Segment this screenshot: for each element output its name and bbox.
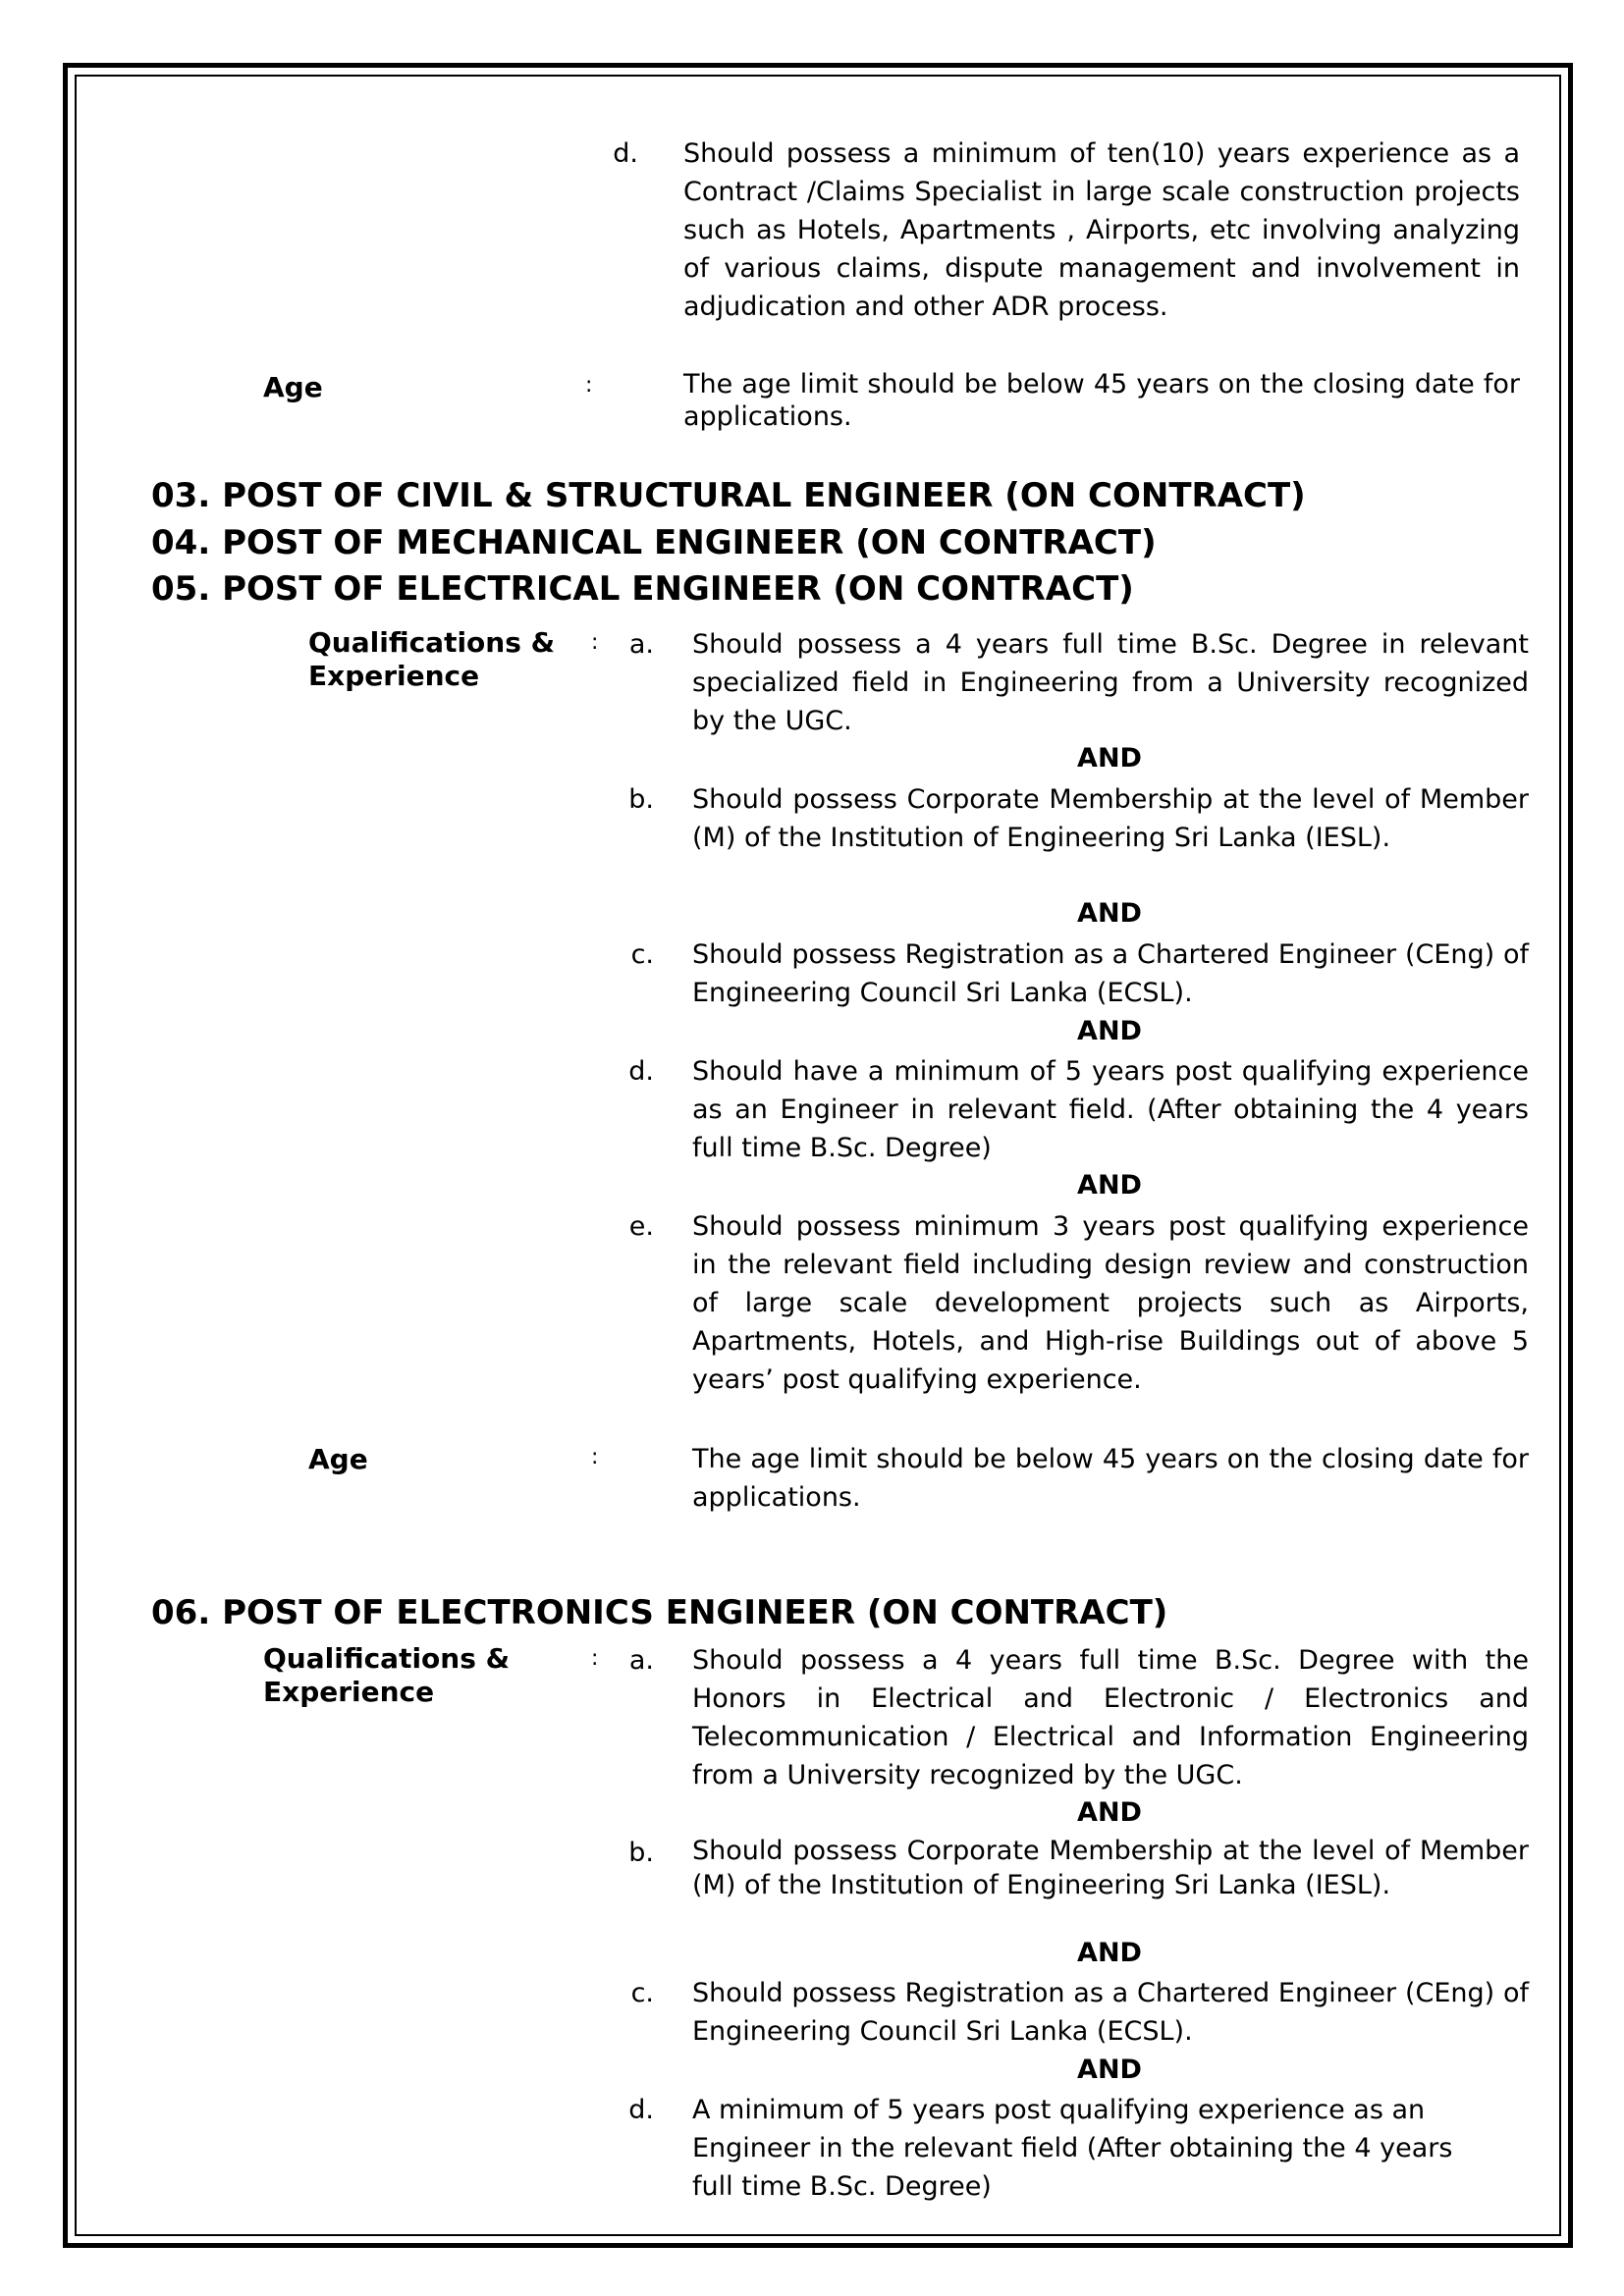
qualifications-label: Qualifications & Experience <box>308 626 556 692</box>
item-text: Should possess a 4 years full time B.Sc. Degree in relevant specialized field in Engineering from a University recognized by the UGC. <box>692 629 1529 736</box>
and-separator: AND <box>1077 1016 1142 1046</box>
item-letter: c. <box>630 1978 654 2008</box>
age-label: Age <box>263 371 323 403</box>
and-separator: AND <box>1077 1938 1142 1968</box>
age-text: The age limit should be below 45 years on the closing date for applications. <box>683 369 1520 432</box>
item-letter: d. <box>613 138 638 169</box>
item-letter: b. <box>628 1838 654 1868</box>
and-separator: AND <box>1077 743 1142 774</box>
item-text: Should possess Corporate Membership at the level of Member (M) of the Institution of Engineering Sri Lanka (IESL). <box>692 1836 1529 1900</box>
qualifications-label: Qualifications & Experience <box>263 1642 511 1708</box>
and-separator: AND <box>1077 2055 1142 2085</box>
qualifications-colon: : <box>591 630 599 655</box>
age-colon: : <box>591 1445 599 1469</box>
age-colon: : <box>585 373 593 398</box>
item-text: Should possess minimum 3 years post qualifying experience in the relevant field including design review and construction of large scale development projects such as Airports, Apartments, Hotels, and High-rise Buildings out of above 5 years’ post qualifying experience. <box>692 1211 1529 1395</box>
age-label: Age <box>308 1443 368 1475</box>
item-text: Should possess Registration as a Chartered Engineer (CEng) of Engineering Council Sri Lanka (ECSL). <box>692 1978 1529 2047</box>
post-heading-04: 04. POST OF MECHANICAL ENGINEER (ON CONTRACT) <box>151 523 1157 562</box>
age-text: The age limit should be below 45 years on the closing date for applications. <box>692 1444 1529 1513</box>
item-text: Should possess Registration as a Chartered Engineer (CEng) of Engineering Council Sri Lanka (ECSL). <box>692 939 1529 1008</box>
and-separator: AND <box>1077 1170 1142 1201</box>
item-letter: c. <box>630 939 654 970</box>
post-heading-05: 05. POST OF ELECTRICAL ENGINEER (ON CONTRACT) <box>151 569 1134 609</box>
item-letter: a. <box>628 1645 654 1676</box>
post-heading-06: 06. POST OF ELECTRONICS ENGINEER (ON CONTRACT) <box>151 1593 1168 1632</box>
and-separator: AND <box>1077 1797 1142 1828</box>
post-heading-03: 03. POST OF CIVIL & STRUCTURAL ENGINEER (ON CONTRACT) <box>151 476 1306 515</box>
item-letter: d. <box>628 1056 654 1087</box>
item-letter: d. <box>628 2095 654 2125</box>
and-separator: AND <box>1077 898 1142 929</box>
item-text: Should have a minimum of 5 years post qualifying experience as an Engineer in relevant field. (After obtaining the 4 years full time B.Sc. Degree) <box>692 1056 1529 1163</box>
item-letter: e. <box>628 1211 654 1242</box>
item-letter: b. <box>628 784 654 815</box>
item-letter: a. <box>628 629 654 660</box>
item-text: Should possess a minimum of ten(10) years experience as a Contract /Claims Specialist in large scale construction projects such as Hotels, Apartments , Airports, etc involving analyzing of various claims, dispute management and involvement in adjudication and other ADR process. <box>683 138 1520 322</box>
item-text: Should possess Corporate Membership at the level of Member (M) of the Institution of Engineering Sri Lanka (IESL). <box>692 784 1529 853</box>
qualifications-colon: : <box>591 1646 599 1671</box>
item-text: A minimum of 5 years post qualifying experience as an Engineer in the relevant field (After obtaining the 4 years full time B.Sc. Degree) <box>692 2095 1453 2202</box>
item-text: Should possess a 4 years full time B.Sc. Degree with the Honors in Electrical and Electronic / Electronics and Telecommunication / Electrical and Information Engineering from a University recognized by the UGC. <box>692 1645 1529 1790</box>
